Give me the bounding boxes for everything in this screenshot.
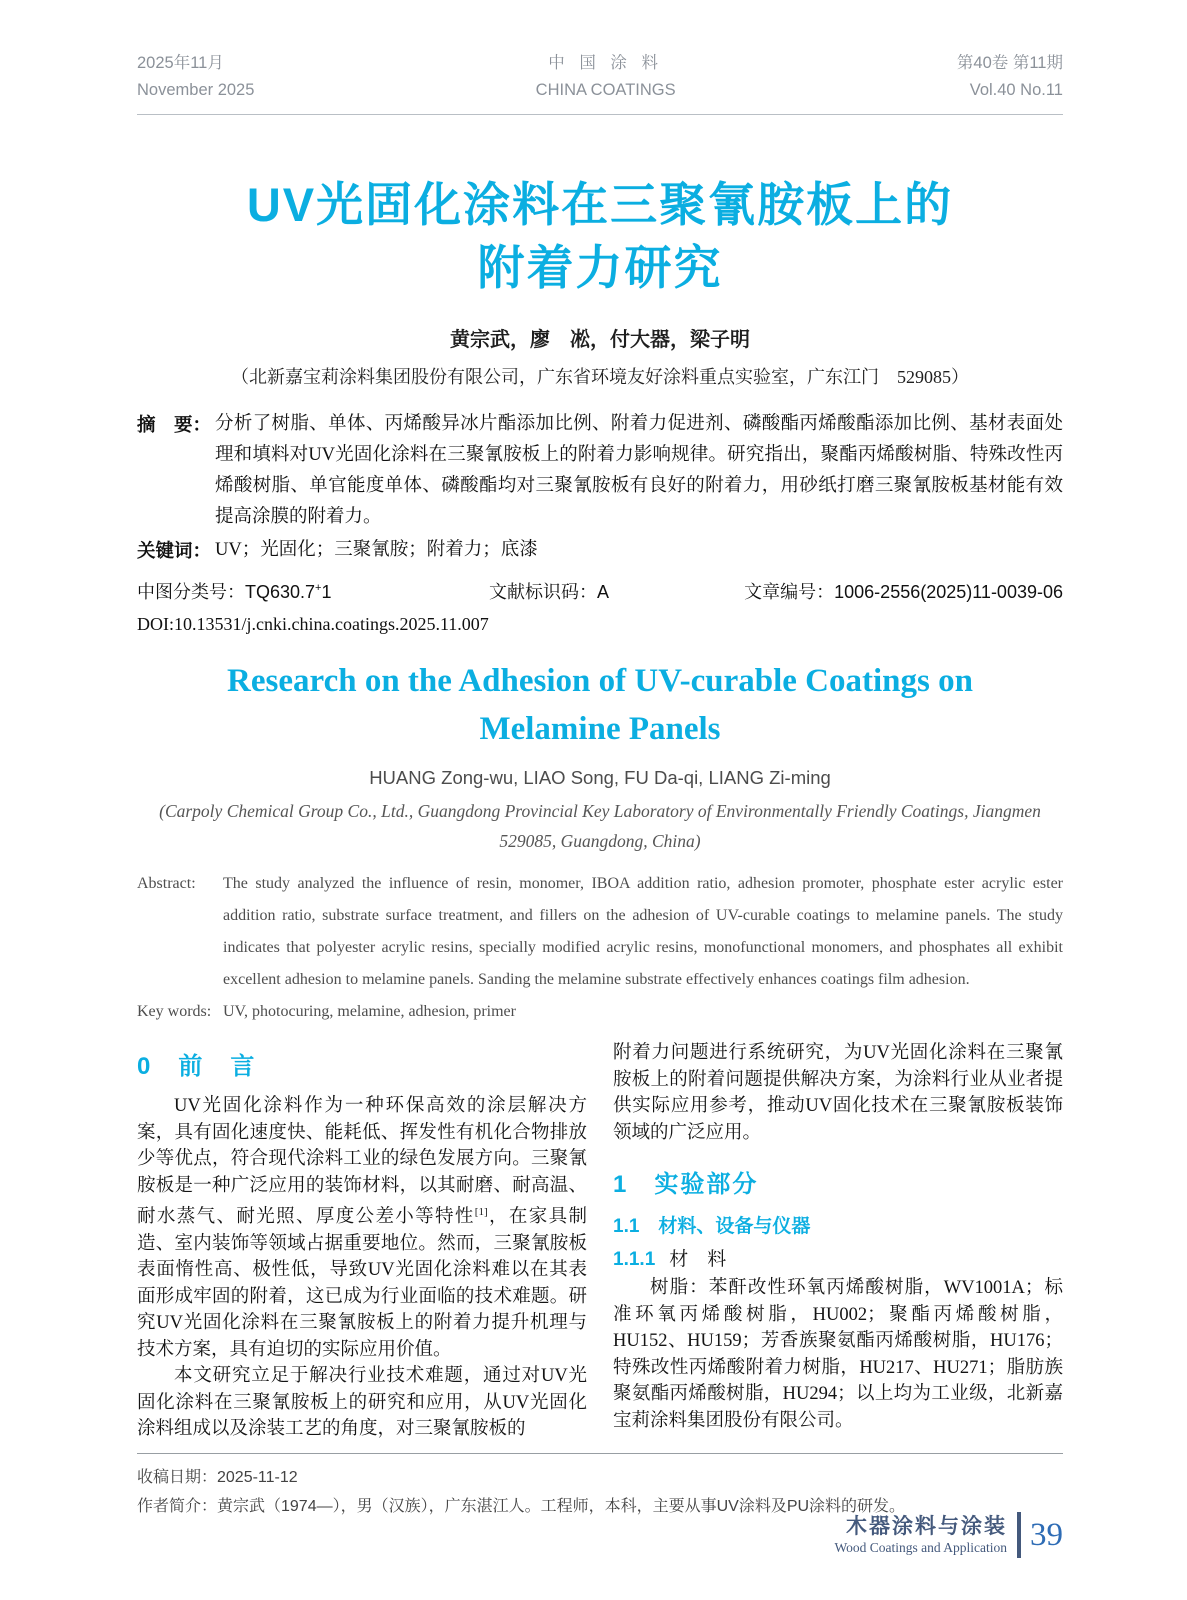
- section-1-1-1-heading: [613, 1244, 1063, 1271]
- body-columns: [137, 1040, 1063, 1443]
- affiliation-en-line1: (Carpoly Chemical Group Co., Ltd., Guangdong Provincial Key Laboratory of Environmentally Friendly Coatings, Jiangmen: [159, 801, 1041, 821]
- doi: DOI:10.13531/j.cnki.china.coatings.2025.11.007: [137, 614, 489, 634]
- footnotes: [137, 1453, 1063, 1521]
- keywords-cn-text: UV；光固化；三聚氰胺；附着力；底漆: [215, 540, 538, 560]
- abstract-en-text: The study analyzed the influence of resin, monomer, IBOA addition ratio, adhesion promoter, phosphate ester acrylic ester addition ratio, substrate surface treatment, and fillers on the adhesion of UV-curable coatings to melamine panels. The study indicates that polyester acrylic resins, specially modified acrylic resins, monofunctional monomers, and phosphates all exhibit excellent adhesion to melamine panels. Sanding the melamine substrate effectively enhances coatings film adhesion.: [223, 875, 1063, 988]
- section-1-1-heading: 1.1 材料、设备与仪器: [613, 1216, 811, 1237]
- article-title-en-line2: Melamine Panels: [479, 711, 721, 747]
- clc-label: 中图分类号：: [137, 582, 245, 602]
- clc-superscript: +: [315, 582, 322, 594]
- section-1-heading: 1 实验部分: [613, 1171, 759, 1198]
- authors-cn: 黄宗武，廖 凇，付大器，梁子明: [450, 329, 750, 351]
- issue-date-cn: 2025年11月: [137, 54, 224, 72]
- intro-paragraph-1-rest: ，在家具制造、室内装饰等领域占据重要地位。然而，三聚氰胺板表面惰性高、极性低，导致UV光固化涂料难以在其表面形成牢固的附着，这已成为行业面临的技术难题。研究UV光固化涂料在三聚氰胺板上的附着力提升机理与技术方案，具有迫切的实际应用价值。: [137, 1207, 587, 1360]
- article-meta-row: [137, 578, 1063, 608]
- document-code: [489, 578, 609, 604]
- document-code-value: A: [597, 582, 610, 602]
- keywords-en-text: UV, photocuring, melamine, adhesion, primer: [223, 1003, 516, 1020]
- journal-name-en: CHINA COATINGS: [535, 81, 676, 99]
- column-footer: [834, 1512, 1063, 1558]
- right-column: [613, 1040, 1063, 1443]
- materials-paragraph: 树脂：苯酐改性环氧丙烯酸树脂，WV1001A；标准环氧丙烯酸树脂，HU002；聚酯丙烯酸树脂，HU152、HU159；芳香族聚氨酯丙烯酸树脂，HU176；特殊改性丙烯酸附着力树脂，HU217、HU271；脂肪族聚氨酯丙烯酸树脂，HU294；以上均为工业级，北新嘉宝莉涂料集团股份有限公司。: [613, 1278, 1063, 1431]
- intro-paragraph-2-continued: 附着力问题进行系统研究，为UV光固化涂料在三聚氰胺板上的附着问题提供解决方案，为涂料行业从业者提供实际应用参考，推动UV固化技术在三聚氰胺板装饰领域的广泛应用。: [613, 1043, 1063, 1143]
- affiliation-en: [137, 796, 1063, 856]
- intro-paragraph-2: 本文研究立足于解决行业技术难题，通过对UV光固化涂料在三聚氰胺板上的研究和应用，从UV光固化涂料组成以及涂装工艺的角度，对三聚氰胺板的: [137, 1366, 587, 1440]
- journal-name-cn: 中 国 涂 料: [548, 54, 664, 72]
- header-journal-name: [536, 50, 676, 104]
- article-title-cn-line1: UV光固化涂料在三聚氰胺板上的: [246, 178, 954, 231]
- volume-issue-en: Vol.40 No.11: [969, 81, 1063, 99]
- footer-divider-bar: [1017, 1512, 1021, 1558]
- clc-number: [137, 578, 332, 604]
- citation-ref-1: [1]: [474, 1206, 488, 1218]
- abstract-cn-block: [137, 409, 1063, 533]
- page-content: [0, 50, 1187, 1521]
- keywords-cn-block: [137, 535, 1063, 566]
- section-1-1-1-number: 1.1.1: [613, 1249, 656, 1270]
- keywords-en-block: [137, 996, 1063, 1028]
- keywords-cn-label: 关键词：: [137, 540, 212, 561]
- document-code-label: 文献标识码：: [489, 582, 597, 602]
- column-footer-text: [834, 1514, 1007, 1556]
- article-title-cn: [137, 173, 1063, 299]
- affiliation-en-line2: 529085, Guangdong, China): [499, 831, 701, 851]
- article-id-value: 1006-2556(2025)11-0039-06: [834, 582, 1063, 602]
- article-title-cn-line2: 附着力研究: [477, 241, 723, 294]
- header-volume-issue: [957, 50, 1063, 104]
- intro-paragraph-1-text: UV光固化涂料作为一种环保高效的涂层解决方案，具有固化速度快、能耗低、挥发性有机化合物排放少等优点，符合现代涂料工业的绿色发展方向。三聚氰胺板是一种广泛应用的装饰材料，以其耐磨、耐高温、耐水蒸气、耐光照、厚度公差小等特性: [137, 1096, 587, 1228]
- abstract-en-block: [137, 868, 1063, 996]
- section-1-1-1-title: 材 料: [669, 1249, 727, 1270]
- column-title-cn: 木器涂料与涂装: [846, 1515, 1007, 1538]
- article-title-en-line1: Research on the Adhesion of UV-curable Coatings on: [227, 663, 973, 699]
- column-title-en: Wood Coatings and Application: [834, 1540, 1007, 1555]
- received-date: 收稿日期：2025-11-12: [137, 1468, 298, 1486]
- volume-issue-cn: 第40卷 第11期: [956, 54, 1063, 72]
- author-bio: 作者简介：黄宗武（1974—），男（汉族），广东湛江人。工程师，本科，主要从事UV涂料及PU涂料的研发。: [137, 1497, 906, 1515]
- clc-value: TQ630.7: [245, 582, 316, 602]
- article-id: [744, 578, 1063, 604]
- affiliation-cn: （北新嘉宝莉涂料集团股份有限公司，广东省环境友好涂料重点实验室，广东江门 529085）: [231, 367, 969, 387]
- article-id-label: 文章编号：: [744, 582, 835, 602]
- section-0-heading: 0 前 言: [137, 1053, 257, 1080]
- abstract-en-label: Abstract:: [137, 875, 196, 892]
- left-column: [137, 1040, 587, 1443]
- abstract-cn-label: 摘 要：: [137, 414, 212, 435]
- article-title-en: [137, 657, 1063, 753]
- page-number: 39: [1030, 1516, 1063, 1553]
- header-issue-date: [137, 50, 254, 104]
- issue-date-en: November 2025: [137, 81, 255, 99]
- abstract-cn-text: 分析了树脂、单体、丙烯酸异冰片酯添加比例、附着力促进剂、磷酸酯丙烯酸酯添加比例、基材表面处理和填料对UV光固化涂料在三聚氰胺板上的附着力影响规律。研究指出，聚酯丙烯酸树脂、特殊改性丙烯酸树脂、单官能度单体、磷酸酯均对三聚氰胺板有良好的附着力，用砂纸打磨三聚氰胺板基材能有效提高涂膜的附着力。: [215, 414, 1063, 527]
- authors-en: HUANG Zong-wu, LIAO Song, FU Da-qi, LIANG Zi-ming: [369, 767, 831, 788]
- intro-paragraph-1: [137, 1093, 587, 1363]
- keywords-en-label: Key words:: [137, 1003, 212, 1020]
- clc-tail: 1: [321, 582, 332, 602]
- journal-header: [137, 50, 1063, 115]
